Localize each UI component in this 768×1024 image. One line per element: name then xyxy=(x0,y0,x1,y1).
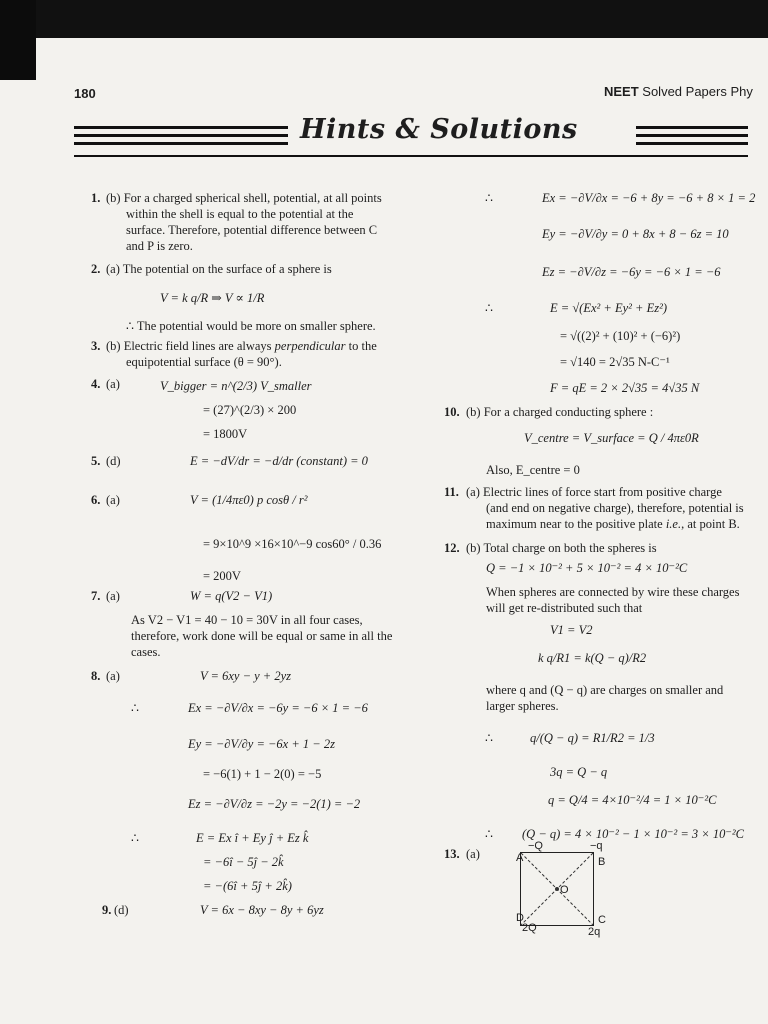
page-title: Hints & Solutions xyxy=(300,114,578,145)
title-rule-left-2 xyxy=(74,134,288,137)
q8-e-result-2: = −(6î + 5ĵ + 2k̂) xyxy=(203,879,292,893)
charge-label-bottom-right: 2q xyxy=(588,926,601,938)
center-o-label: O xyxy=(560,884,569,896)
q3-line-1: (b) Electric field lines are always perpendicular to the xyxy=(106,339,377,353)
q9-number: 9. xyxy=(102,903,112,917)
q7-line-3: cases. xyxy=(131,645,161,659)
q10-number: 10. xyxy=(444,405,460,419)
q3-number: 3. xyxy=(91,339,101,353)
q4-equation-3: = 1800V xyxy=(203,427,248,441)
q2-line-1: (a) The potential on the surface of a sphere is xyxy=(106,262,332,276)
q9-force: F = qE = 2 × 2√35 = 4√35 N xyxy=(550,381,700,395)
q1-line-4: and P is zero. xyxy=(126,239,193,253)
therefore-symbol: ∴ xyxy=(485,827,493,841)
q13-answer: (a) xyxy=(466,847,480,861)
q11-line-3: maximum near to the positive plate i.e., at point B. xyxy=(486,517,740,531)
square-charge-diagram xyxy=(520,852,594,926)
q9-ey: Ey = −∂V/∂y = 0 + 8x + 8 − 6z = 10 xyxy=(542,227,729,241)
q8-ez: Ez = −∂V/∂z = −2y = −2(1) = −2 xyxy=(188,797,361,811)
q9-ez: Ez = −∂V/∂z = −6y = −6 × 1 = −6 xyxy=(542,265,721,279)
q4-equation-2: = (27)^(2/3) × 200 xyxy=(203,403,297,417)
q5-answer: (d) xyxy=(106,454,121,468)
q12-line-4: where q and (Q − q) are charges on smaller and xyxy=(486,683,724,697)
q8-number: 8. xyxy=(91,669,101,683)
q12-line-1: (b) Total charge on both the spheres is xyxy=(466,541,657,555)
q5-equation: E = −dV/dr = −d/dr (constant) = 0 xyxy=(190,454,368,468)
q9-e-value: = √140 = 2√35 N-C⁻¹ xyxy=(560,355,670,369)
q9-e-magnitude: E = √(Ex² + Ey² + Ez²) xyxy=(550,301,667,315)
q11-line-2: (and end on negative charge), therefore, potential is xyxy=(486,501,744,515)
q5-number: 5. xyxy=(91,454,101,468)
q12-number: 12. xyxy=(444,541,460,555)
q7-equation: W = q(V2 − V1) xyxy=(190,589,273,603)
q6-answer: (a) xyxy=(106,493,120,507)
title-underline xyxy=(74,155,748,157)
book-series-title: NEET Solved Papers Phy xyxy=(604,84,753,99)
q1-number: 1. xyxy=(91,191,101,205)
q12-equation-6: q = Q/4 = 4×10⁻²/4 = 1 × 10⁻²C xyxy=(548,793,717,807)
q7-answer: (a) xyxy=(106,589,120,603)
charge-label-top-left: −Q xyxy=(528,840,543,852)
scan-border xyxy=(0,0,768,38)
title-rule-left-1 xyxy=(74,126,288,129)
title-rule-right-2 xyxy=(636,134,748,137)
q8-e-vector: E = Ex î + Ey ĵ + Ez k̂ xyxy=(196,831,309,845)
charge-label-top-right: −q xyxy=(590,840,603,852)
q6-number: 6. xyxy=(91,493,101,507)
q7-line-1: As V2 − V1 = 40 − 10 = 30V in all four cases, xyxy=(131,613,363,627)
therefore-symbol: ∴ xyxy=(131,831,139,845)
q4-equation-1: V_bigger = n^(2/3) V_smaller xyxy=(160,379,312,393)
q12-equation-4: q/(Q − q) = R1/R2 = 1/3 xyxy=(530,731,655,745)
q6-equation-1: V = (1/4πε0) p cosθ / r² xyxy=(190,493,308,507)
q11-number: 11. xyxy=(444,485,459,499)
title-rule-left-3 xyxy=(74,142,288,145)
q4-number: 4. xyxy=(91,377,101,391)
q12-equation-7: (Q − q) = 4 × 10⁻² − 1 × 10⁻² = 3 × 10⁻²C xyxy=(522,827,745,841)
q8-ey: Ey = −∂V/∂y = −6x + 1 − 2z xyxy=(188,737,335,751)
title-rule-right-1 xyxy=(636,126,748,129)
q10-line-1: (b) For a charged conducting sphere : xyxy=(466,405,654,419)
q8-e-result-1: = −6î − 5ĵ − 2k̂ xyxy=(203,855,284,869)
q9-ex: Ex = −∂V/∂x = −6 + 8y = −6 + 8 × 1 = 2 xyxy=(542,191,756,205)
charge-label-bottom-left: 2Q xyxy=(522,922,537,934)
q12-line-3: will get re-distributed such that xyxy=(486,601,643,615)
q9-answer: (d) xyxy=(114,903,129,917)
q2-equation: V = k q/R ⇒ V ∝ 1/R xyxy=(160,291,265,305)
vertex-c-label: C xyxy=(598,914,606,926)
therefore-symbol: ∴ xyxy=(485,301,493,315)
q8-ex: Ex = −∂V/∂x = −6y = −6 × 1 = −6 xyxy=(188,701,368,715)
q1-line-3: surface. Therefore, potential difference between C xyxy=(126,223,378,237)
q2-line-2: ∴ The potential would be more on smaller sphere. xyxy=(126,319,376,333)
vertex-b-label: B xyxy=(598,856,606,868)
vertex-a-label: A xyxy=(516,852,524,864)
q4-answer: (a) xyxy=(106,377,120,391)
q12-equation-3: k q/R1 = k(Q − q)/R2 xyxy=(538,651,647,665)
q12-line-2: When spheres are connected by wire these charges xyxy=(486,585,740,599)
page-number: 180 xyxy=(74,86,96,101)
q8-equation: V = 6xy − y + 2yz xyxy=(200,669,292,683)
q7-number: 7. xyxy=(91,589,101,603)
q12-line-5: larger spheres. xyxy=(486,699,559,713)
therefore-symbol: ∴ xyxy=(131,701,139,715)
q12-equation-2: V1 = V2 xyxy=(550,623,593,637)
q7-line-2: therefore, work done will be equal or same in all the xyxy=(131,629,393,643)
q1-line-1: (b) For a charged spherical shell, potential, at all points xyxy=(106,191,382,205)
q9-e-substitution: = √((2)² + (10)² + (−6)²) xyxy=(560,329,681,343)
q1-line-2: within the shell is equal to the potential at the xyxy=(126,207,354,221)
q6-equation-2: = 9×10^9 ×16×10^−9 cos60° / 0.36 xyxy=(203,537,382,551)
q3-line-2: equipotential surface (θ = 90°). xyxy=(126,355,282,369)
q12-equation-5: 3q = Q − q xyxy=(550,765,608,779)
q10-equation: V_centre = V_surface = Q / 4πε0R xyxy=(524,431,699,445)
therefore-symbol: ∴ xyxy=(485,731,493,745)
q8-answer: (a) xyxy=(106,669,120,683)
title-rule-right-3 xyxy=(636,142,748,145)
q9-equation: V = 6x − 8xy − 8y + 6yz xyxy=(200,903,324,917)
q2-number: 2. xyxy=(91,262,101,276)
q12-equation-1: Q = −1 × 10⁻² + 5 × 10⁻² = 4 × 10⁻²C xyxy=(486,561,688,575)
q10-also: Also, E_centre = 0 xyxy=(486,463,580,477)
square-diagonals xyxy=(521,853,593,925)
vertex-d-label: D xyxy=(516,912,524,924)
q13-number: 13. xyxy=(444,847,460,861)
q8-ey-value: = −6(1) + 1 − 2(0) = −5 xyxy=(203,767,322,781)
q6-equation-3: = 200V xyxy=(203,569,241,583)
q11-line-1: (a) Electric lines of force start from positive charge xyxy=(466,485,722,499)
therefore-symbol: ∴ xyxy=(485,191,493,205)
